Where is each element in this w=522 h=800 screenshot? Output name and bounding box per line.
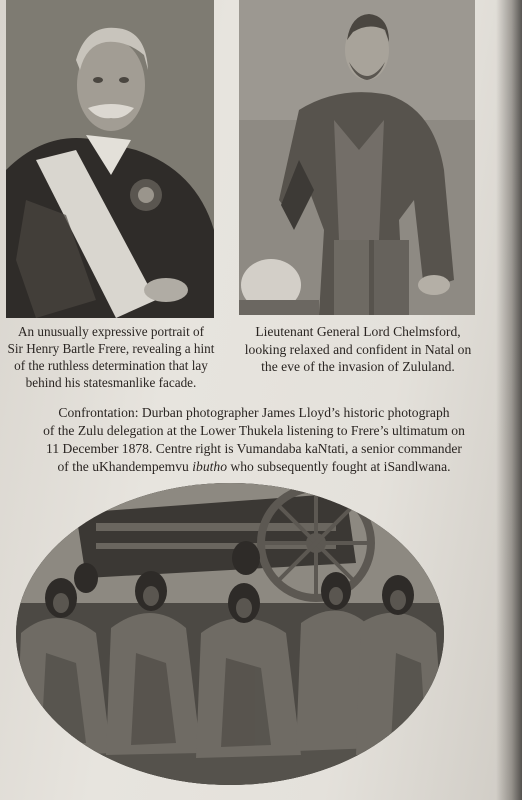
portrait-chelmsford-photo bbox=[239, 0, 475, 315]
zulu-delegation-photo bbox=[16, 483, 444, 785]
caption-line: behind his statesmanlike facade. bbox=[25, 375, 197, 390]
caption-line: of the ruthless determination that lay bbox=[14, 358, 208, 373]
caption-line: 11 December 1878. Centre right is Vumandaba kaNtati, a senior commander bbox=[46, 441, 462, 456]
caption-line: Sir Henry Bartle Frere, revealing a hint bbox=[7, 341, 215, 356]
caption-text: of the uKhandempemvu bbox=[57, 459, 189, 474]
caption-line bbox=[30, 458, 478, 476]
caption-line: looking relaxed and confident in Natal on bbox=[244, 341, 472, 357]
caption-line: the eve of the invasion of Zululand. bbox=[261, 359, 455, 374]
caption-italic-term: ibutho bbox=[192, 459, 227, 474]
caption-frere bbox=[6, 323, 216, 391]
book-binding-shadow bbox=[496, 0, 522, 800]
caption-line: Lieutenant General Lord Chelmsford, bbox=[255, 324, 461, 339]
caption-line: An unusually expressive portrait of bbox=[17, 324, 205, 339]
portrait-frere-photo bbox=[6, 0, 214, 318]
caption-chelmsford bbox=[234, 323, 482, 376]
caption-line: of the Zulu delegation at the Lower Thukela listening to Frere’s ultimatum on bbox=[43, 423, 465, 438]
caption-line: Confrontation: Durban photographer James Lloyd’s historic photograph bbox=[58, 405, 450, 420]
caption-text: who subsequently fought at iSandlwana. bbox=[227, 459, 451, 474]
caption-zulu-delegation bbox=[30, 404, 478, 476]
